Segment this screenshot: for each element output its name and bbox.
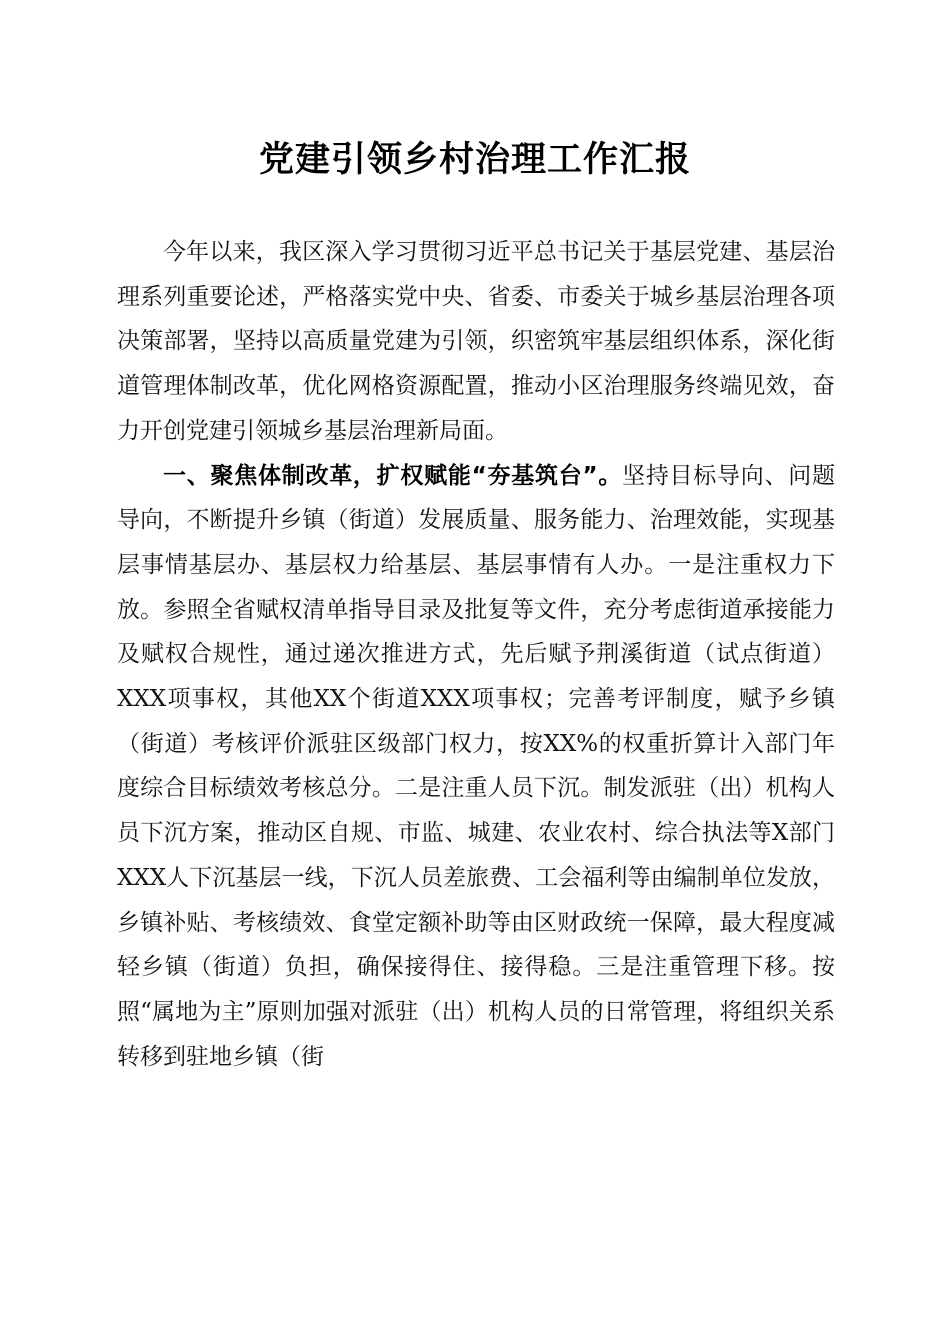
section-1-body: 坚持目标导向、问题导向，不断提升乡镇（街道）发展质量、服务能力、治理效能，实现基层事情基层办、基层权力给基层、基层事情有人办。一是注重权力下放。参照全省赋权清单指导目录及批复等文件，充分考虑街道承接能力及赋权合规性，通过递次推进方式，先后赋予荆溪街道（试点街道）XXX项事权，其他XX个街道XXX项事权；完善考评制度，赋予乡镇（街道）考核评价派驻区级部门权力，按XX%的权重折算计入部门年度综合目标绩效考核总分。二是注重人员下沉。制发派驻（出）机构人员下沉方案，推动区自规、市监、城建、农业农村、综合执法等X部门XXX人下沉基层一线，下沉人员差旅费、工会福利等由编制单位发放，乡镇补贴、考核绩效、食堂定额补助等由区财政统一保障，最大程度减轻乡镇（街道）负担，确保接得住、接得稳。三是注重管理下移。按照“属地为主”原则加强对派驻（出）机构人员的日常管理，将组织关系转移到驻地乡镇（街 <box>117 462 836 1070</box>
document-body <box>117 230 835 1079</box>
intro-paragraph: 今年以来，我区深入学习贯彻习近平总书记关于基层党建、基层治理系列重要论述，严格落实党中央、省委、市委关于城乡基层治理各项决策部署，坚持以高质量党建为引领，织密筑牢基层组织体系，深化街道管理体制改革，优化网格资源配置，推动小区治理服务终端见效，奋力开创党建引领城乡基层治理新局面。 <box>117 239 835 444</box>
document-title: 党建引领乡村治理工作汇报 <box>258 139 691 180</box>
section-1-paragraph <box>117 454 835 1080</box>
section-1-heading: 一、聚焦体制改革，扩权赋能“夯基筑台”。 <box>163 462 623 489</box>
